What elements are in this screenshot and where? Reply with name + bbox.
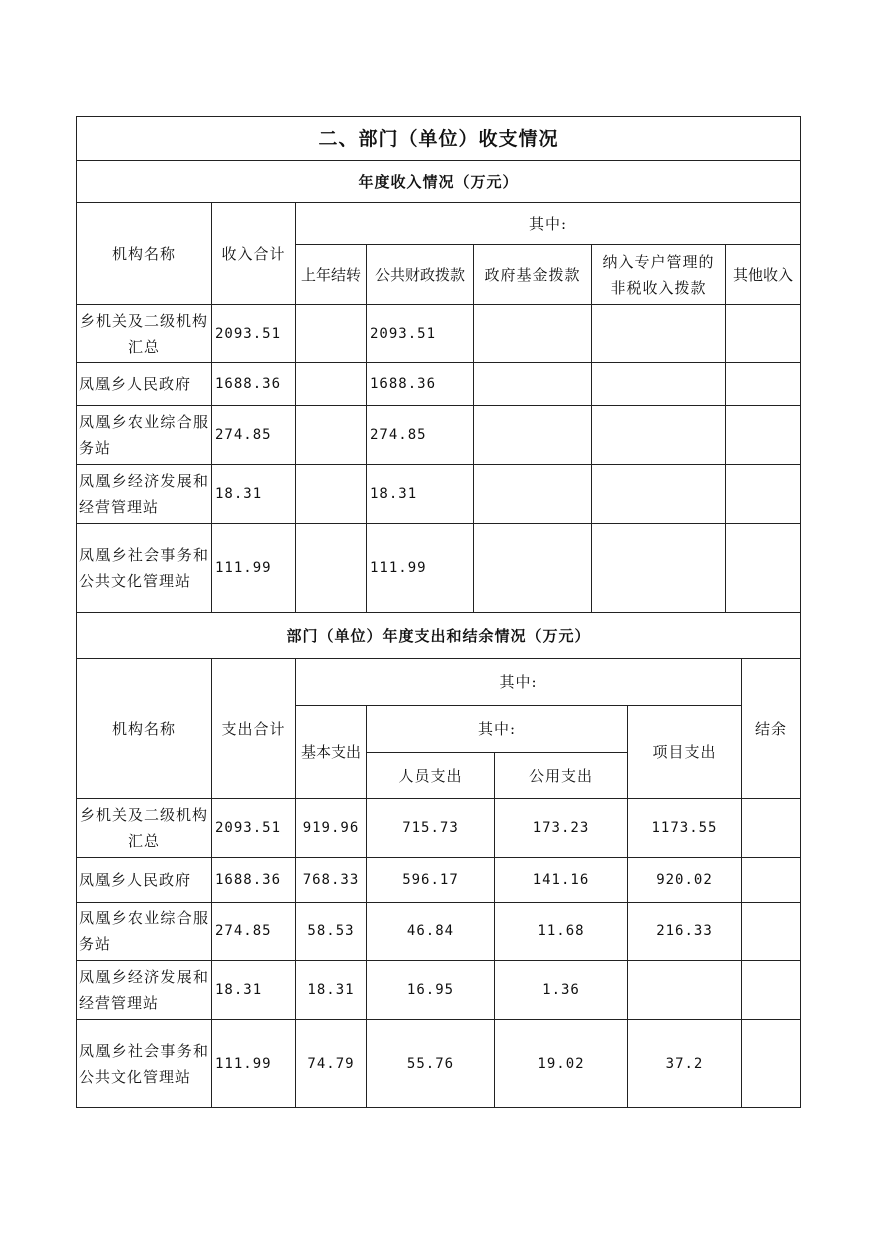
- income-prev-cell: [296, 465, 366, 523]
- expense-total-cell: 2093.51: [215, 819, 282, 836]
- expense-col-personnel: 人员支出: [398, 766, 463, 785]
- income-nontax-cell: [592, 465, 725, 523]
- expense-surplus-cell: [742, 1020, 800, 1107]
- income-heading: 年度收入情况（万元）: [358, 172, 519, 191]
- expense-total-cell: 111.99: [215, 1055, 272, 1072]
- income-org-cell: 乡机关及二级机构汇总: [79, 311, 208, 356]
- expense-personnel-cell: 16.95: [406, 981, 455, 998]
- expense-heading: 部门（单位）年度支出和结余情况（万元）: [286, 626, 591, 645]
- income-fund-cell: [474, 363, 591, 405]
- expense-personnel-cell: 715.73: [402, 819, 459, 836]
- expense-col-surplus: 结余: [754, 719, 787, 738]
- income-col-public-fiscal: 公共财政拨款: [374, 265, 465, 284]
- income-col-prev-balance: 上年结转: [300, 265, 361, 284]
- income-col-other: 其他收入: [732, 265, 793, 284]
- income-fund-cell: [474, 305, 591, 362]
- income-public-cell: 274.85: [370, 427, 427, 443]
- expense-public-use-cell: 1.36: [542, 981, 580, 998]
- income-prev-cell: [296, 305, 366, 362]
- expense-basic-cell: 768.33: [302, 871, 360, 888]
- expense-basic-cell: 919.96: [302, 819, 360, 836]
- income-total-cell: 274.85: [215, 427, 272, 443]
- income-prev-cell: [296, 524, 366, 612]
- income-total-cell: 111.99: [215, 560, 272, 576]
- expense-public-use-cell: 11.68: [537, 923, 585, 939]
- income-public-cell: 2093.51: [370, 325, 437, 342]
- expense-total-cell: 18.31: [215, 981, 263, 998]
- income-total-cell: 18.31: [215, 486, 263, 502]
- income-col-nontax: 纳入专户管理的非税收入拨款: [602, 252, 715, 297]
- expense-total-cell: 1688.36: [215, 871, 282, 888]
- expense-org-cell: 凤凰乡经济发展和经营管理站: [79, 967, 209, 1012]
- income-other-cell: [726, 305, 800, 362]
- expense-col-of-which: 其中:: [499, 673, 538, 691]
- expense-col-project: 项目支出: [652, 743, 717, 761]
- expense-personnel-cell: 55.76: [406, 1055, 455, 1072]
- expense-total-cell: 274.85: [215, 923, 272, 939]
- expense-basic-cell: 18.31: [307, 981, 355, 998]
- expense-col-of-which-inner: 其中:: [477, 720, 517, 738]
- expense-project-cell: 920.02: [656, 871, 713, 888]
- income-nontax-cell: [592, 524, 725, 612]
- expense-col-org: 机构名称: [111, 719, 176, 738]
- income-other-cell: [726, 363, 800, 405]
- income-public-cell: 18.31: [370, 486, 418, 502]
- income-col-org: 机构名称: [111, 244, 176, 263]
- expense-surplus-cell: [742, 799, 800, 856]
- expense-public-use-cell: 141.16: [532, 871, 590, 888]
- income-col-total: 收入合计: [221, 244, 286, 263]
- expense-personnel-cell: 46.84: [406, 923, 455, 939]
- expense-basic-cell: 58.53: [307, 923, 355, 939]
- income-org-cell: 凤凰乡经济发展和经营管理站: [79, 472, 209, 516]
- income-public-cell: 111.99: [370, 560, 427, 576]
- income-org-cell: 凤凰乡社会事务和公共文化管理站: [79, 546, 209, 590]
- income-org-cell: 凤凰乡人民政府: [79, 375, 192, 393]
- income-col-gov-fund: 政府基金拨款: [484, 265, 581, 284]
- expense-surplus-cell: [742, 961, 800, 1018]
- expense-col-public-use: 公用支出: [528, 766, 593, 785]
- income-org-cell: 凤凰乡农业综合服务站: [79, 413, 209, 457]
- expense-surplus-cell: [742, 858, 800, 901]
- expense-org-cell: 乡机关及二级机构汇总: [79, 805, 208, 850]
- income-other-cell: [726, 406, 800, 464]
- expense-col-basic: 基本支出: [300, 743, 361, 761]
- expense-public-use-cell: 19.02: [537, 1055, 585, 1072]
- expense-surplus-cell: [742, 903, 800, 959]
- income-total-cell: 1688.36: [215, 376, 282, 392]
- income-nontax-cell: [592, 363, 725, 405]
- income-other-cell: [726, 524, 800, 612]
- expense-public-use-cell: 173.23: [532, 819, 590, 836]
- expense-project-cell: 216.33: [656, 923, 713, 939]
- income-col-of-which: 其中:: [528, 214, 568, 233]
- income-prev-cell: [296, 406, 366, 464]
- expense-col-total: 支出合计: [221, 719, 286, 738]
- expense-project-cell: 37.2: [665, 1055, 704, 1072]
- expense-basic-cell: 74.79: [307, 1055, 355, 1072]
- expense-project-cell: 1173.55: [651, 819, 718, 836]
- page-title: 二、部门（单位）收支情况: [318, 127, 559, 150]
- income-nontax-cell: [592, 406, 725, 464]
- income-nontax-cell: [592, 305, 725, 362]
- income-other-cell: [726, 465, 800, 523]
- expense-personnel-cell: 596.17: [402, 871, 459, 888]
- expense-org-cell: 凤凰乡社会事务和公共文化管理站: [79, 1041, 209, 1086]
- expense-org-cell: 凤凰乡人民政府: [79, 870, 192, 889]
- income-fund-cell: [474, 465, 591, 523]
- income-fund-cell: [474, 524, 591, 612]
- income-public-cell: 1688.36: [370, 376, 437, 392]
- income-fund-cell: [474, 406, 591, 464]
- expense-project-cell: [628, 961, 741, 1018]
- income-prev-cell: [296, 363, 366, 405]
- income-total-cell: 2093.51: [215, 325, 282, 342]
- expense-org-cell: 凤凰乡农业综合服务站: [79, 909, 209, 953]
